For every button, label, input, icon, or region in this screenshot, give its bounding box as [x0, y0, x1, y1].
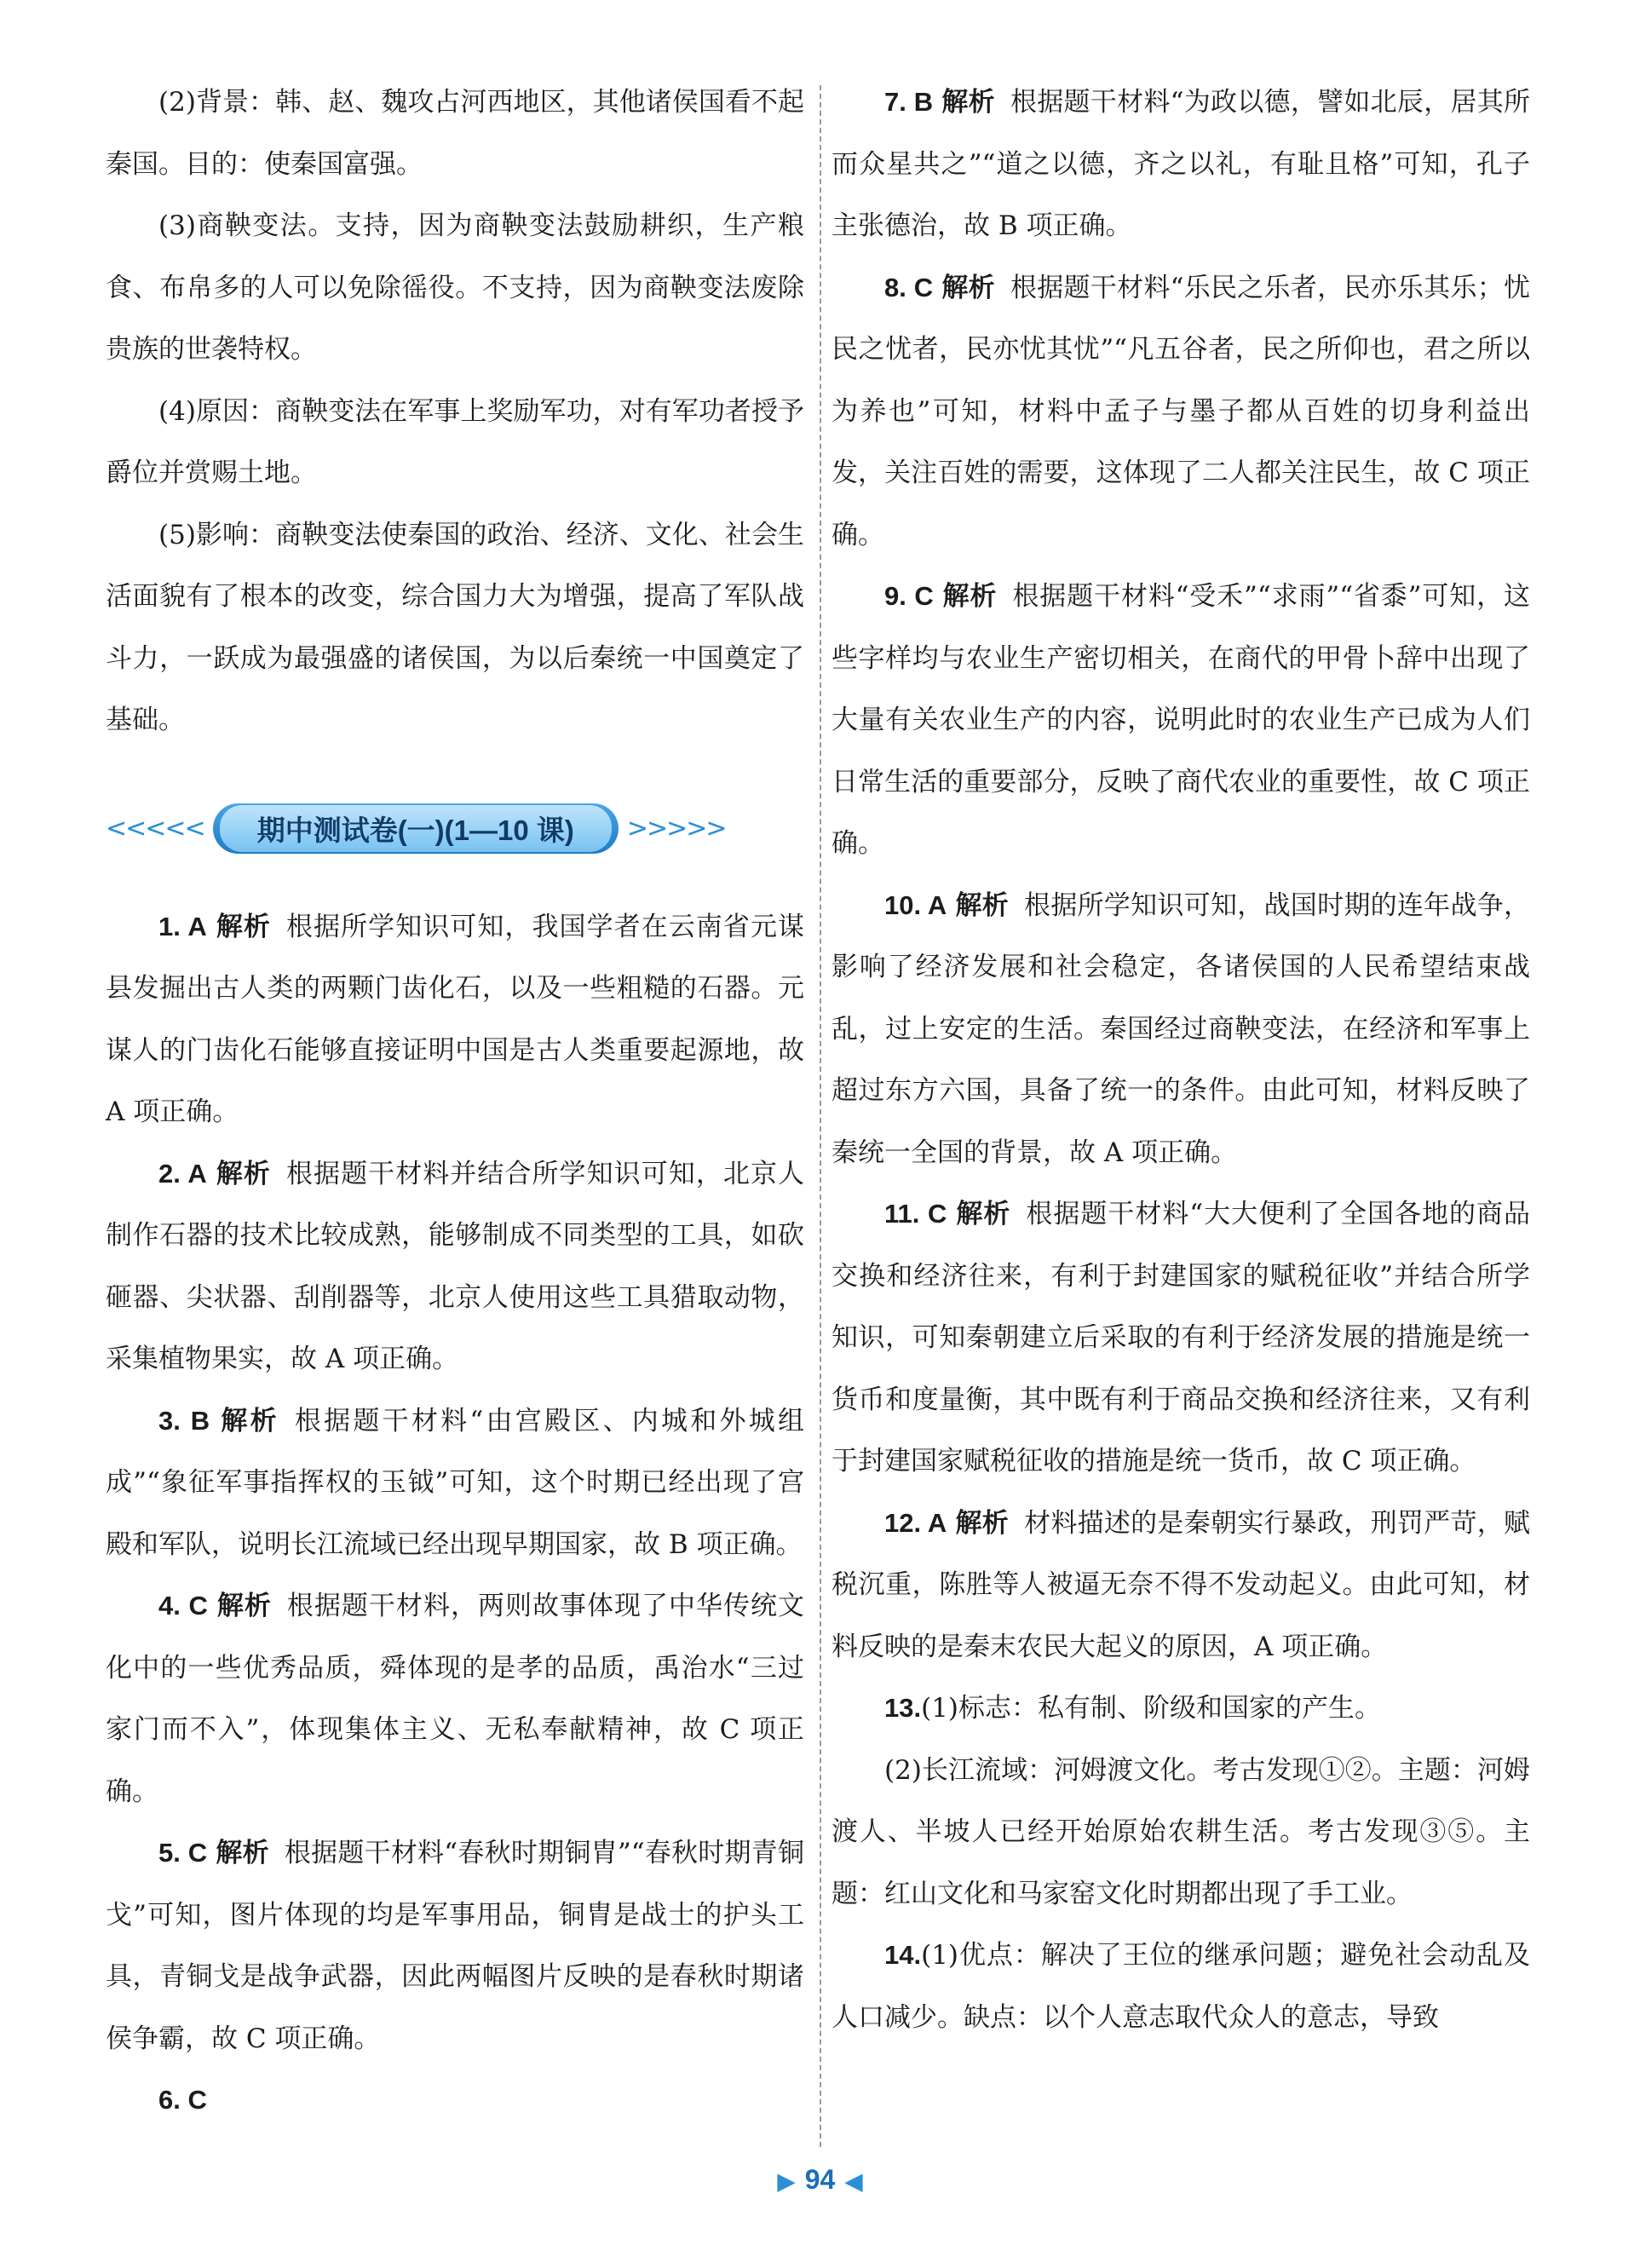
answer-item — [106, 1575, 804, 1822]
intro-paragraph: (4)原因：商鞅变法在军事上奖励军功，对有军功者授予爵位并赏赐土地。 — [106, 395, 804, 488]
answer-text: (2)长江流域：河姆渡文化。考古发现①②。主题：河姆渡人、半坡人已经开始原始农耕生活。考古发现③⑤。主题：红山文化和马家窑文化时期都出现了手工业。 — [832, 1754, 1530, 1909]
answer-number: 4. C — [158, 1591, 208, 1620]
answer-item — [832, 875, 1530, 1184]
answer-text: (1)标志：私有制、阶级和国家的产生。 — [921, 1693, 1382, 1724]
answer-item — [832, 1925, 1530, 2048]
answer-number: 14. — [884, 1940, 922, 1970]
banner-title: 期中测试卷(一)(1—10 课) — [220, 805, 612, 852]
answer-item — [106, 896, 804, 1143]
answer-number: 13. — [884, 1693, 922, 1723]
answer-text: 根据题干材料并结合所学知识可知，北京人制作石器的技术比较成熟，能够制成不同类型的工具，如砍砸器、尖状器、刮削器等，北京人使用这些工具猎取动物，采集植物果实，故 A 项正确。 — [106, 1158, 805, 1374]
answer-item — [832, 257, 1530, 567]
page-number: 94 — [804, 2164, 836, 2195]
answer-number: 9. C — [884, 581, 934, 611]
intro-paragraph: (2)背景：韩、赵、魏攻占河西地区，其他诸侯国看不起秦国。目的：使秦国富强。 — [106, 87, 804, 180]
analysis-label: 解析 — [941, 272, 995, 302]
answer-item — [106, 1390, 804, 1576]
analysis-label: 解析 — [955, 1199, 1011, 1229]
answer-item — [832, 1183, 1530, 1493]
answer-text: 根据题干材料“春秋时期铜胄”“春秋时期青铜戈”可知，图片体现的均是军事用品，铜胄是战士的护头工具，青铜戈是战争武器，因此两幅图片反映的是春秋时期诸侯争霸，故 C 项正确。 — [106, 1838, 805, 2054]
page-footer — [0, 2164, 1640, 2196]
answer-text: 根据所学知识可知，战国时期的连年战争，影响了经济发展和社会稳定，各诸侯国的人民希望结束战乱，过上安定的生活。秦国经过商鞅变法，在经济和军事上超过东方六国，具备了统一的条件。由此可知，材料反映了秦统一全国的背景，故 A 项正确。 — [832, 889, 1530, 1168]
right-triangle-icon: ▶ — [777, 2168, 795, 2194]
answer-item — [106, 1143, 804, 1390]
answer-text: 根据题干材料“由宫殿区、内城和外城组成”“象征军事指挥权的玉钺”可知，这个时期已经出现了宫殿和军队，说明长江流域已经出现早期国家，故 B 项正确。 — [106, 1405, 804, 1560]
answer-number: 2. A — [158, 1158, 207, 1189]
answer-number: 1. A — [158, 911, 207, 941]
intro-paragraph: (5)影响：商鞅变法使秦国的政治、经济、文化、社会生活面貌有了根本的改变，综合国力大为增强，提高了军队战斗力，一跃成为最强盛的诸侯国，为以后秦统一中国奠定了基础。 — [106, 519, 804, 735]
answer-number: 12. A — [884, 1507, 947, 1538]
analysis-label: 解析 — [941, 87, 995, 117]
analysis-label: 解析 — [215, 1158, 271, 1189]
answer-number: 6. C — [158, 2085, 207, 2115]
analysis-label: 解析 — [955, 1507, 1010, 1538]
answer-text: 根据题干材料“大大便利了全国各地的商品交换和经济往来，有利于封建国家的赋税征收”并结合所学知识，可知秦朝建立后采取的有利于经济发展的措施是统一货币和度量衡，其中既有利于商品交换和经济往来，又有利于封建国家赋税征收的措施是统一货币，故 C 项正确。 — [832, 1199, 1530, 1477]
analysis-label: 解析 — [218, 1405, 279, 1436]
banner-left-arrows: <<<<< — [106, 814, 204, 843]
banner-pill — [213, 803, 619, 854]
analysis-label: 解析 — [941, 581, 998, 611]
left-column — [106, 72, 804, 2132]
answer-number: 5. C — [158, 1838, 208, 1868]
column-divider — [820, 85, 821, 2147]
answer-text: 材料描述的是秦朝实行暴政，刑罚严苛，赋税沉重，陈胜等人被逼无奈不得不发动起义。由此可知，材料反映的是秦末农民大起义的原因，A 项正确。 — [832, 1507, 1530, 1662]
answer-item — [832, 72, 1530, 257]
analysis-label: 解析 — [216, 1838, 269, 1868]
analysis-label: 解析 — [955, 889, 1010, 920]
section-banner — [106, 803, 804, 855]
left-triangle-icon: ◀ — [845, 2168, 863, 2194]
answer-text: 根据题干材料，两则故事体现了中华传统文化中的一些优秀品质，舜体现的是孝的品质，禹治水“三过家门而不入”，体现集体主义、无私奉献精神，故 C 项正确。 — [106, 1591, 805, 1807]
banner-right-arrows: >>>>> — [626, 814, 726, 843]
answer-text: 根据题干材料“乐民之乐者，民亦乐其乐；忧民之忧者，民亦忧其忧”“凡五谷者，民之所仰也，君之所以为养也”可知，材料中孟子与墨子都从百姓的切身利益出发，关注百姓的需要，这体现了二人都关注民生，故 C 项正确。 — [832, 272, 1531, 550]
answer-item — [832, 1493, 1530, 1678]
answer-number: 8. C — [884, 272, 934, 302]
answer-number: 7. B — [884, 87, 934, 117]
answer-number: 3. B — [158, 1405, 210, 1436]
right-column — [832, 72, 1530, 2048]
answer-text: 根据所学知识可知，我国学者在云南省元谋县发掘出古人类的两颗门齿化石，以及一些粗糙的石器。元谋人的门齿化石能够直接证明中国是古人类重要起源地，故 A 项正确。 — [106, 911, 805, 1127]
answer-text: 根据题干材料“为政以德，譬如北辰，居其所而众星共之”“道之以德，齐之以礼，有耻且格”可知，孔子主张德治，故 B 项正确。 — [832, 87, 1531, 241]
analysis-label: 解析 — [216, 1591, 272, 1620]
answer-item — [832, 566, 1530, 875]
answer-item — [832, 1678, 1530, 1740]
answer-number: 11. C — [884, 1199, 947, 1229]
analysis-label: 解析 — [215, 911, 271, 941]
answer-item — [106, 2069, 804, 2132]
intro-paragraph: (3)商鞅变法。支持，因为商鞅变法鼓励耕织，生产粮食、布帛多的人可以免除徭役。不支持，因为商鞅变法废除贵族的世袭特权。 — [106, 210, 804, 365]
answer-item — [106, 1822, 804, 2069]
answer-text: 根据题干材料“受禾”“求雨”“省黍”可知，这些字样均与农业生产密切相关，在商代的甲骨卜辞中出现了大量有关农业生产的内容，说明此时的农业生产已成为人们日常生活的重要部分，反映了商代农业的重要性，故 C 项正确。 — [832, 581, 1531, 859]
answer-text: (1)优点：解决了王位的继承问题；避免社会动乱及人口减少。缺点：以个人意志取代众人的意志，导致 — [832, 1940, 1530, 2033]
answer-item — [832, 1740, 1530, 1925]
answer-number: 10. A — [884, 889, 947, 920]
